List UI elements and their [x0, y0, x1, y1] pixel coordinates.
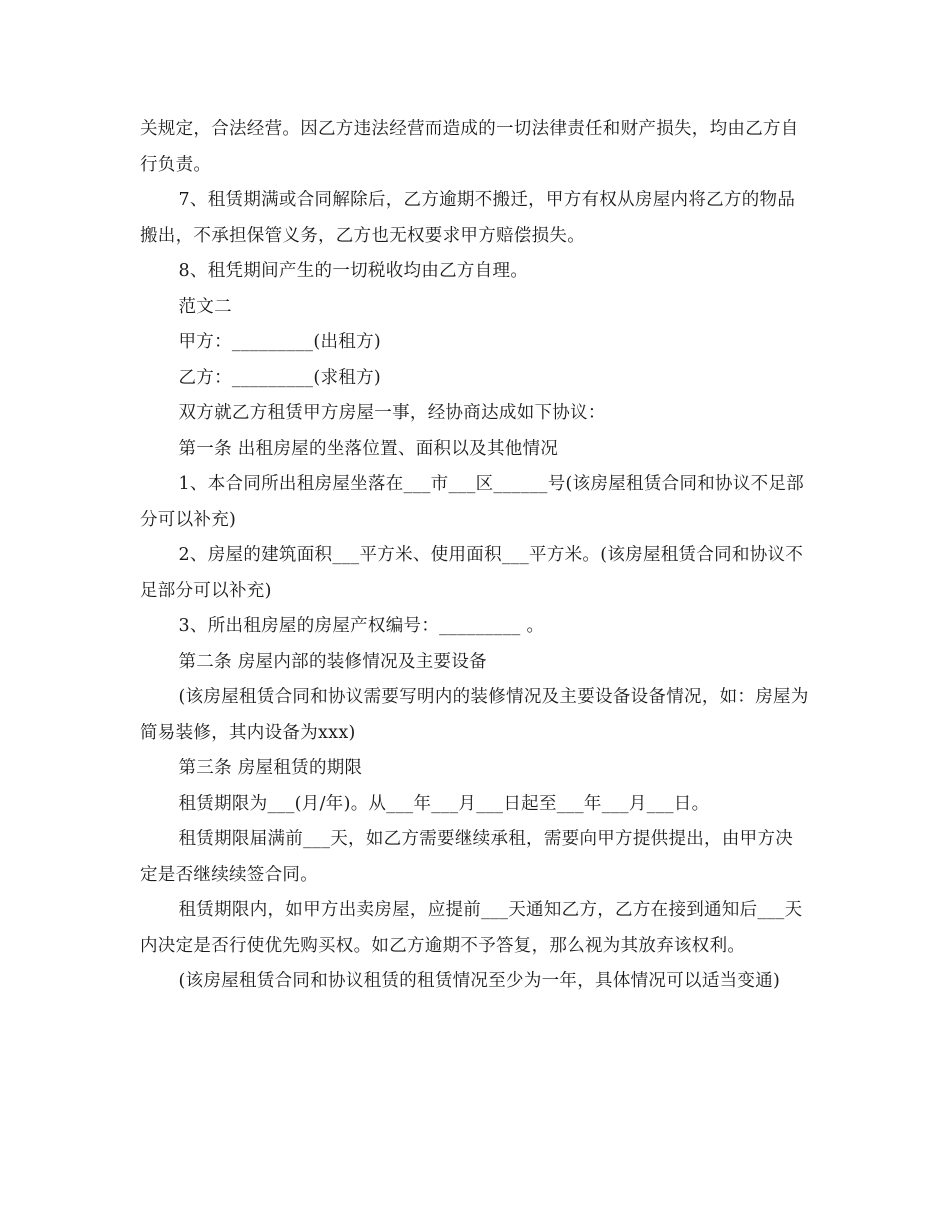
paragraph: 双方就乙方租赁甲方房屋一事，经协商达成如下协议：	[178, 403, 606, 423]
paragraph: (该房屋租赁合同和协议需要写明内的装修情况及主要设备设备情况，如：房屋为简易装修，其内设备为xxx)	[140, 687, 809, 743]
paragraph: 租赁期限内，如甲方出卖房屋，应提前___天通知乙方，乙方在接到通知后___天内决定是否行使优先购买权。如乙方逾期不予答复，那么视为其放弃该权利。	[140, 900, 803, 956]
paragraph: 关规定，合法经营。因乙方违法经营而造成的一切法律责任和财产损失，均由乙方自行负责。	[140, 119, 799, 175]
party-a-line: 甲方：_________(出租方)	[178, 332, 382, 352]
document-body	[140, 112, 810, 1000]
paragraph: (该房屋租赁合同和协议租赁的租赁情况至少为一年，具体情况可以适当变通)	[178, 971, 781, 991]
paragraph: 租赁期限届满前___天，如乙方需要继续承租，需要向甲方提供提出，由甲方决定是否继续续签合同。	[140, 829, 794, 885]
party-b-line: 乙方：_________(求租方)	[178, 367, 382, 388]
paragraph: 3、所出租房屋的房屋产权编号：_________ 。	[178, 616, 545, 636]
section-heading: 范文二	[178, 296, 232, 317]
paragraph: 2、房屋的建筑面积___平方米、使用面积___平方米。(该房屋租赁合同和协议不足部分可以补充)	[140, 545, 804, 601]
paragraph: 8、租凭期间产生的一切税收均由乙方自理。	[178, 261, 529, 281]
article-heading: 第一条 出租房屋的坐落位置、面积以及其他情况	[178, 438, 559, 459]
paragraph: 租赁期限为___(月/年)。从___年___月___日起至___年___月___日。	[178, 793, 710, 814]
paragraph: 7、租赁期满或合同解除后，乙方逾期不搬迁，甲方有权从房屋内将乙方的物品搬出，不承担保管义务，乙方也无权要求甲方赔偿损失。	[140, 190, 796, 246]
paragraph: 1、本合同所出租房屋坐落在___市___区______号(该房屋租赁合同和协议不足部分可以补充)	[140, 474, 805, 530]
article-heading: 第三条 房屋租赁的期限	[178, 758, 363, 778]
article-heading: 第二条 房屋内部的装修情况及主要设备	[178, 651, 487, 672]
